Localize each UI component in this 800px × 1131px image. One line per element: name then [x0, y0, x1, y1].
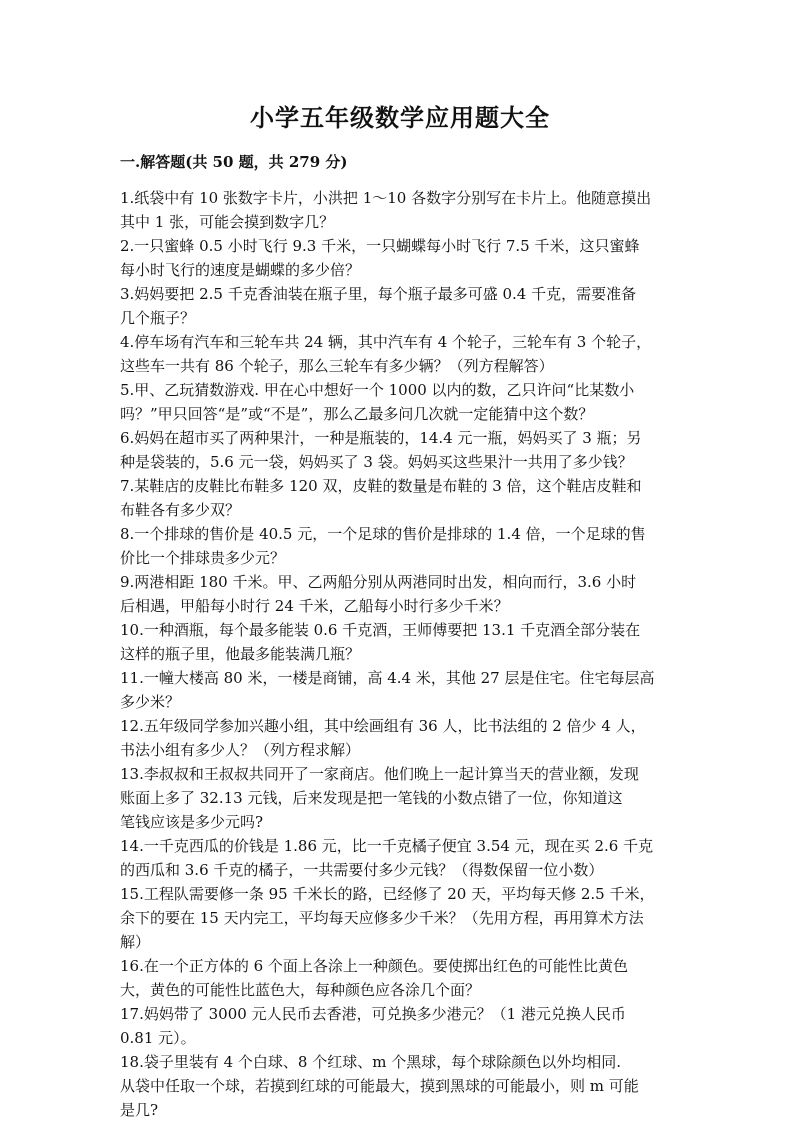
- question-line: 每小时飞行的速度是蝴蝶的多少倍？: [120, 261, 361, 279]
- question-line: 几个瓶子？: [120, 309, 196, 327]
- question-line: 5.甲、乙玩猜数游戏. 甲在心中想好一个 1000 以内的数，乙只许问“比某数小: [120, 381, 635, 399]
- question-line: 这样的瓶子里，他最多能装满几瓶？: [120, 645, 361, 663]
- question-line: 7.某鞋店的皮鞋比布鞋多 120 双，皮鞋的数量是布鞋的 3 倍，这个鞋店皮鞋和: [120, 477, 642, 495]
- question-line: 这些车一共有 86 个轮子，那么三轮车有多少辆？（列方程解答）: [120, 357, 554, 375]
- question-item: [120, 882, 690, 954]
- question-line: 其中 1 张，可能会摸到数字几？: [120, 213, 335, 231]
- question-line: 14.一千克西瓜的价钱是 1.86 元，比一千克橘子便宜 3.54 元，现在买 2.6 千克: [120, 837, 654, 855]
- question-line: 是几?: [120, 1101, 159, 1119]
- question-item: [120, 234, 690, 282]
- question-line: 4.停车场有汽车和三轮车共 24 辆，其中汽车有 4 个轮子，三轮车有 3 个轮子，: [120, 333, 652, 351]
- question-item: [120, 474, 690, 522]
- question-line: 10.一种酒瓶，每个最多能装 0.6 千克酒，王师傅要把 13.1 千克酒全部分装在: [120, 621, 641, 639]
- question-line: 8.一个排球的售价是 40.5 元，一个足球的售价是排球的 1.4 倍，一个足球的售: [120, 525, 646, 543]
- question-line: 后相遇，甲船每小时行 24 千米，乙船每小时行多少千米？: [120, 597, 509, 615]
- question-line: 12.五年级同学参加兴趣小组，其中绘画组有 36 人，比书法组的 2 倍少 4 人，: [120, 717, 646, 735]
- question-line: 吗？”甲只回答“是”或“不是”，那么乙最多问几次就一定能猜中这个数？: [120, 405, 594, 423]
- question-item: [120, 1050, 690, 1122]
- question-line: 大，黄色的可能性比蓝色大，每种颜色应各涂几个面？: [120, 981, 481, 999]
- question-line: 种是袋装的，5.6 元一袋，妈妈买了 3 袋。妈妈买这些果汁一共用了多少钱？: [120, 453, 633, 471]
- question-item: [120, 522, 690, 570]
- question-item: [120, 666, 690, 714]
- question-line: 账面上多了 32.13 元钱，后来发现是把一笔钱的小数点错了一位，你知道这: [120, 789, 623, 807]
- question-line: 16.在一个正方体的 6 个面上各涂上一种颜色。要使掷出红色的可能性比黄色: [120, 957, 628, 975]
- question-item: [120, 618, 690, 666]
- question-line: 余下的要在 15 天内完工，平均每天应修多少千米？（先用方程，再用算术方法: [120, 909, 644, 927]
- question-line: 2.一只蜜蜂 0.5 小时飞行 9.3 千米，一只蝴蝶每小时飞行 7.5 千米，这只蜜蜂: [120, 237, 640, 255]
- question-line: 的西瓜和 3.6 千克的橘子，一共需要付多少元钱？（得数保留一位小数）: [120, 861, 604, 879]
- question-line: 17.妈妈带了 3000 元人民币去香港，可兑换多少港元？（1 港元兑换人民币: [120, 1005, 626, 1023]
- question-item: [120, 426, 690, 474]
- question-item: [120, 186, 690, 234]
- question-line: 0.81 元）。: [120, 1029, 196, 1047]
- question-line: 笔钱应该是多少元吗?: [120, 813, 264, 831]
- question-list: [120, 186, 690, 1122]
- document-title: 小学五年级数学应用题大全: [250, 103, 550, 132]
- question-line: 3.妈妈要把 2.5 千克香油装在瓶子里，每个瓶子最多可盛 0.4 千克，需要准备: [120, 285, 637, 303]
- question-line: 多少米？: [120, 693, 181, 711]
- question-line: 从袋中任取一个球，若摸到红球的可能最大，摸到黑球的可能最小，则 m 可能: [120, 1077, 639, 1095]
- question-line: 书法小组有多少人？（列方程求解）: [120, 741, 361, 759]
- section-heading: 一.解答题(共 50 题，共 279 分): [120, 153, 348, 171]
- question-item: [120, 378, 690, 426]
- question-item: [120, 570, 690, 618]
- question-line: 6.妈妈在超市买了两种果汁，一种是瓶装的，14.4 元一瓶，妈妈买了 3 瓶；另: [120, 429, 642, 447]
- question-line: 9.两港相距 180 千米。甲、乙两船分别从两港同时出发，相向而行，3.6 小时: [120, 573, 637, 591]
- question-line: 布鞋各有多少双？: [120, 501, 241, 519]
- question-item: [120, 714, 690, 762]
- question-item: [120, 954, 690, 1002]
- question-item: [120, 1002, 690, 1050]
- question-item: [120, 330, 690, 378]
- question-line: 18.袋子里装有 4 个白球、8 个红球、m 个黑球，每个球除颜色以外均相同.: [120, 1053, 622, 1071]
- question-item: [120, 762, 690, 834]
- question-line: 解）: [120, 933, 151, 951]
- question-line: 1.纸袋中有 10 张数字卡片，小洪把 1～10 各数字分别写在卡片上。他随意摸出: [120, 189, 652, 207]
- question-item: [120, 282, 690, 330]
- question-line: 11.一幢大楼高 80 米，一楼是商铺，高 4.4 米，其他 27 层是住宅。住宅每层高: [120, 669, 655, 687]
- question-line: 13.李叔叔和王叔叔共同开了一家商店。他们晚上一起计算当天的营业额，发现: [120, 765, 639, 783]
- question-item: [120, 834, 690, 882]
- question-line: 价比一个排球贵多少元？: [120, 549, 286, 567]
- question-line: 15.工程队需要修一条 95 千米长的路，已经修了 20 天，平均每天修 2.5 千米，: [120, 885, 655, 903]
